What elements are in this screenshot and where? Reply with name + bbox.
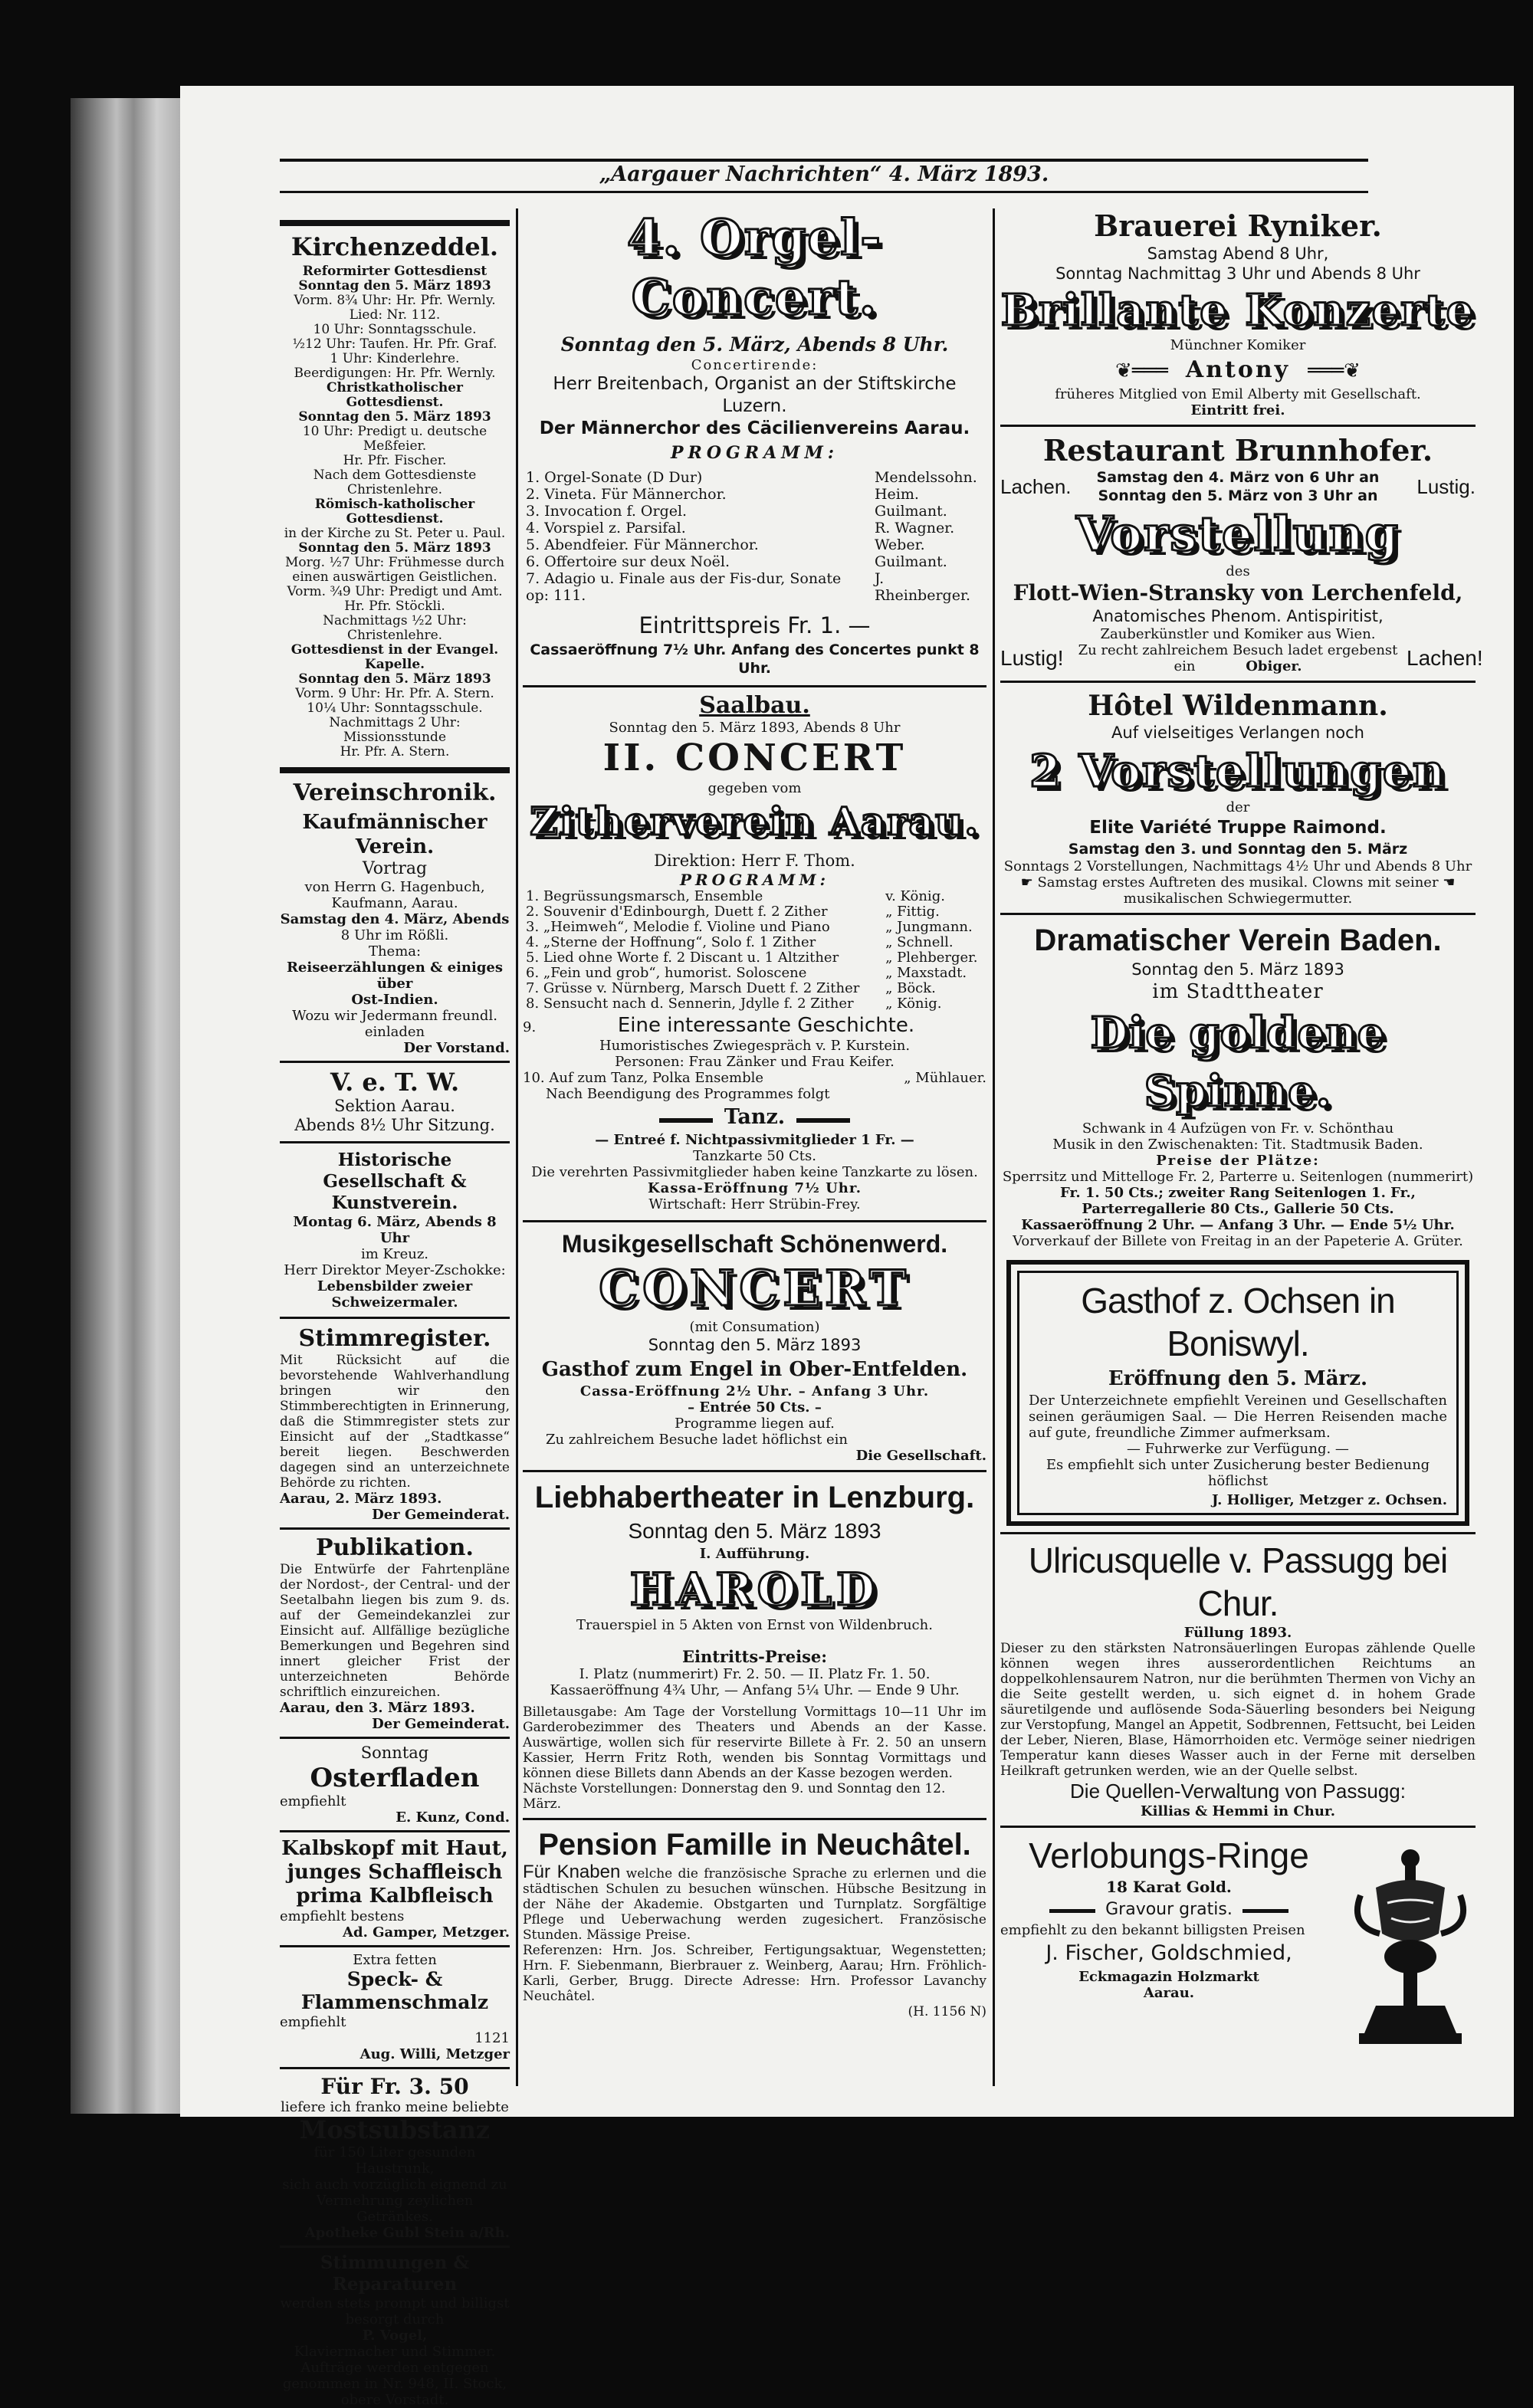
oc-line: Concertirende:	[691, 357, 819, 373]
kk-line: empfiehlt bestens	[280, 1908, 405, 1924]
br-antony: Antony	[1185, 356, 1291, 383]
kz-line: Gottesdienst in der Evangel. Kapelle.	[291, 642, 499, 672]
uq-text: Dieser zu den stärksten Natronsäuerlingen Europas zählende Quelle können wegen ihres ausserordentlichen Reichtums an doppelkohlensaurem Natron, nur die berühmten Thermen von Vichy an die Seite gestellt werden, u. sich eignet d. in hohem Grade säuretilgende und auflösende Soda-Säuerling besonders bei Neigung zur Verstopfung, Mangel an Appetit, Sodbrennen, Fettsucht, bei Leiden der Leber, Nieren, Blase, Hämorrhoiden etc. Vermöge seiner niedrigen Temperatur kann dieses Wasser auch in der Ferne mit derselben Heilkraft getrunken werden, wie an der Quelle selbst.	[1000, 1641, 1476, 1779]
hw-vorstellungen: 2 Vorstellungen	[1029, 745, 1446, 797]
program-item-9-sub: Humoristisches Zwiegespräch v. P. Kurstein.	[599, 1038, 911, 1054]
st-line: Aufträge werden entgegen genommen in Nr. 948, II. Stock, obere Vorstadt.	[282, 2360, 507, 2408]
publikation-date: Aarau, den 3. März 1893.	[280, 1700, 475, 1716]
lt-date: Sonntag den 5. März 1893	[628, 1519, 881, 1543]
lt-auffuehrung: I. Aufführung.	[699, 1546, 810, 1562]
oc-line: Der Männerchor des Cäcilienvereins Aarau.	[539, 418, 970, 438]
rb-lustig: Lustig.	[1416, 474, 1476, 498]
vr-empfiehlt: empfiehlt zu den bekannt billigsten Preisen	[1000, 1922, 1305, 1938]
vr-title: Verlobungs-Ringe	[1029, 1836, 1309, 1875]
kz-line: Christkatholischer Gottesdienst.	[326, 380, 464, 410]
fr-line: für 150 Liter gesunden Haustrunk,	[313, 2144, 476, 2177]
musikgesellschaft-concert: CONCERT	[599, 1260, 911, 1317]
hw-schwieger: musikalischen Schwiegermutter.	[1123, 891, 1353, 907]
kz-line: Nachmittags 2 Uhr: Missionsstunde	[329, 715, 461, 745]
saalbau-wirtschaft: Wirtschaft: Herr Strübin-Frey.	[648, 1196, 861, 1212]
vetw-title: V. e. T. W.	[330, 1068, 460, 1097]
program-piece: 7. Grüsse v. Nürnberg, Marsch Duett f. 2 Zither	[526, 980, 860, 996]
br-komiker: Münchner Komiker	[1170, 337, 1306, 353]
uq-names: Killias & Hemmi in Chur.	[1140, 1803, 1336, 1819]
column-right	[1000, 208, 1483, 2064]
rb-zauber: Zauberkünstler und Komiker aus Wien.	[1100, 626, 1376, 642]
dv-rang: Fr. 1. 50 Cts.; zweiter Rang Seitenlogen 1. Fr.,	[1060, 1185, 1416, 1201]
header-title: „Aargauer Nachrichten“ 4. März 1893.	[599, 162, 1049, 186]
program-piece: 3. Invocation f. Orgel.	[526, 503, 688, 520]
of-line: Osterfladen	[310, 1763, 480, 1793]
sp-line: empfiehlt	[280, 2014, 346, 2030]
dv-kassa: Kassaeröffnung 2 Uhr. — Anfang 3 Uhr. — Ende 5½ Uhr.	[1021, 1217, 1455, 1233]
uq-sub: Füllung 1893.	[1183, 1625, 1292, 1641]
ms-consumation: (mit Consumation)	[689, 1319, 820, 1335]
program-row	[523, 966, 986, 981]
st-line: Klaviermacher und Stimmer.	[294, 2344, 496, 2360]
pension-code: (H. 1156 N)	[908, 2004, 986, 2019]
ochsen-text: Der Unterzeichnete empfiehlt Vereinen und Gesellschaften seinen geräumigen Saal. — Die Herren Reisenden mache auf gute, freundliche Zimmer aufmerksam.	[1029, 1393, 1447, 1441]
pension-lead: Für Knaben	[523, 1862, 621, 1882]
program-row	[523, 904, 986, 920]
program-piece: 6. Offertoire sur deux Noël.	[526, 553, 730, 570]
pointing-hand-left-icon: ☚	[1438, 874, 1456, 891]
orgel-concert-performers	[523, 357, 986, 466]
ornament-left-icon: ❦═══	[1115, 359, 1168, 382]
hist-ges-title: Historische Gesellschaft & Kunstverein.	[323, 1150, 467, 1213]
hw-der: der	[1226, 799, 1250, 815]
osterfladen-ad	[280, 1744, 510, 1826]
program-composer: Heim.	[874, 486, 919, 503]
sp-line: 1121	[474, 2030, 510, 2046]
dv-date: Sonntag den 5. März 1893	[1131, 960, 1344, 979]
kz-line: Lied: Nr. 112.	[349, 307, 441, 323]
program-piece: 2. Souvenir d'Edinbourgh, Duett f. 2 Zither	[526, 904, 828, 920]
kz-line: in der Kirche zu St. Peter u. Paul.	[284, 526, 506, 541]
program-composer: v. König.	[885, 888, 945, 904]
kz-line: Sonntag den 5. März 1893	[298, 671, 491, 687]
ms-entree: – Entrée 50 Cts. –	[688, 1399, 822, 1416]
ochsen-sub: Eröffnung den 5. März.	[1108, 1367, 1368, 1390]
hg-line: Lebensbilder zweier Schweizermaler.	[317, 1278, 473, 1311]
ms-sign: Die Gesellschaft.	[855, 1448, 986, 1464]
stimmungen-ad	[280, 2252, 510, 2408]
column-left	[280, 220, 510, 2408]
program-piece: 6. „Fein und grob“, humorist. Soloscene	[526, 965, 807, 981]
vetw-line: Sektion Aarau.	[334, 1097, 455, 1115]
st-line: werden stets prompt und billigst besorgt durch	[280, 2295, 510, 2328]
ornament-right-icon: ═══❦	[1308, 359, 1361, 382]
hist-ges-text	[280, 1214, 510, 1311]
program-composer: „ Schnell.	[885, 934, 954, 950]
of-line: E. Kunz, Cond.	[396, 1809, 510, 1826]
kz-line: 1 Uhr: Kinderlehre.	[330, 351, 460, 366]
kirchenzeddel-title: Kirchenzeddel.	[291, 232, 499, 261]
kz-line: einen auswärtigen Geistlichen.	[292, 569, 497, 585]
orgel-price: Eintrittspreis Fr. 1. —	[638, 612, 871, 638]
program-piece: 5. Lied ohne Worte f. 2 Discant u. 1 Altzither	[526, 950, 839, 966]
pointing-hand-icon: ☛	[1020, 874, 1038, 891]
kv-line: von Herrn G. Hagenbuch, Kaufmann, Aarau.	[304, 879, 485, 911]
rb-lachen-2: Lachen!	[1407, 646, 1483, 670]
lt-billet-text: Billetausgabe: Am Tage der Vorstellung Vormittags 10—11 Uhr im Garderobezimmer des Theaters und Abends an der Kasse. Auswärtige, wollen sich für reservirte Billete à Fr. 2. 50 an unsern Kassier, Herrn Fritz Roth, wenden bis Sonntag Vormittags und können diese Billets dann Abends an der Kasse bezogen werden.	[523, 1704, 986, 1781]
program-piece: 1. Orgel-Sonate (D Dur)	[526, 469, 703, 486]
brunnhofer-title: Restaurant Brunnhofer.	[1042, 433, 1433, 467]
program-composer: Guilmant.	[874, 553, 947, 570]
program-piece: 3. „Heimweh“, Melodie f. Violine und Piano	[526, 919, 830, 935]
brauerei-title: Brauerei Ryniker.	[1094, 208, 1382, 243]
oc-line: Herr Breitenbach, Organist an der Stiftskirche Luzern.	[553, 374, 957, 416]
kz-line: Nach dem Gottesdienste Christenlehre.	[313, 467, 477, 497]
stimmregister-sign: Der Gemeinderat.	[372, 1507, 510, 1523]
sp-line: Extra fetten	[353, 1952, 437, 1968]
stimmregister-title: Stimmregister.	[298, 1325, 491, 1352]
kaufm-verein-title: Kaufmännischer Verein.	[302, 811, 487, 858]
program-composer: „ König.	[885, 996, 942, 1012]
dv-schwank: Schwank in 4 Aufzügen von Fr. v. Schönthau	[1082, 1120, 1394, 1137]
br-frei: Eintritt frei.	[1190, 402, 1285, 418]
rb-troupe: Flott-Wien-Stransky von Lerchenfeld,	[1013, 580, 1463, 605]
kv-line: Thema:	[368, 943, 422, 960]
program-composer: Mendelssohn.	[874, 469, 977, 486]
dv-gallerie: Parterregallerie 80 Cts., Gallerie 50 Cts.	[1082, 1201, 1394, 1217]
kk-line: prima Kalbfleisch	[296, 1885, 494, 1908]
program-row	[523, 981, 986, 996]
program-row	[523, 520, 986, 536]
vr-eckmagazin: Eckmagazin Holzmarkt	[1078, 1969, 1259, 1985]
program-piece: 4. „Sterne der Hoffnung“, Solo f. 1 Zither	[526, 934, 816, 950]
dv-musik: Musik in den Zwischenakten: Tit. Stadtmusik Baden.	[1052, 1137, 1423, 1153]
program-composer: Guilmant.	[874, 503, 947, 520]
program-row	[523, 950, 986, 966]
kv-line: Ost-Indien.	[351, 992, 438, 1008]
wildenmann-title: Hôtel Wildenmann.	[1088, 690, 1388, 722]
lt-preise-head: Eintritts-Preise:	[681, 1647, 828, 1666]
kz-line: Vorm. 9 Uhr: Hr. Pfr. A. Stern.	[295, 686, 494, 701]
saalbau-passiv: Die verehrten Passivmitglieder haben keine Tanzkarte zu lösen.	[531, 1164, 978, 1180]
program-composer: „ Jungmann.	[885, 919, 973, 935]
program-composer: „ Fittig.	[885, 904, 940, 920]
kz-line: Hr. Pfr. A. Stern.	[340, 744, 450, 759]
kz-line: Vorm. 8¾ Uhr: Hr. Pfr. Wernly.	[294, 293, 496, 308]
publikation-text: Die Entwürfe der Fahrtenpläne der Nordost-, der Central- und der Seetalbahn liegen bis zum 9. ds. auf der Gemeindekanzlei zur Einsicht auf. Allfällige bezügliche Bemerkungen und Begehren sind innert gleicher Frist der unterzeichneten Behörde schriftlich einzureichen.	[280, 1562, 510, 1700]
dv-in: im Stadttheater	[1152, 980, 1324, 1003]
vr-fischer: J. Fischer, Goldschmied,	[1046, 1941, 1292, 1965]
ms-venue: Gasthof zum Engel in Ober-Entfelden.	[541, 1358, 968, 1381]
program-composer: J. Rheinberger.	[874, 570, 970, 604]
pension-body: welche die französische Sprache zu erlernen und die städtischen Schulen zu besuchen wünschen. Hübsche Besitzung in der Nähe der Akademie. Obstgarten und Turnplatz. Sorgfältige Pflege und Ueberwachung werden zugesichert. Französische Stunden. Mässige Preise.	[523, 1866, 986, 1943]
speck-ad	[280, 1952, 510, 2062]
br-line-2: Sonntag Nachmittag 3 Uhr und Abends 8 Uhr	[1055, 264, 1420, 283]
uq-verwaltung: Die Quellen-Verwaltung von Passugg:	[1070, 1780, 1406, 1803]
ochsen-sign: J. Holliger, Metzger z. Ochsen.	[1211, 1492, 1447, 1508]
kk-line: Kalbskopf mit Haut,	[281, 1837, 508, 1860]
orgel-concert-date: Sonntag den 5. März, Abends 8 Uhr.	[560, 333, 949, 356]
program-row	[523, 536, 986, 553]
program-row	[523, 486, 986, 503]
stimmregister-text: Mit Rücksicht auf die bevorstehende Wahlverhandlung bringen wir den Stimmberechtigten in Erinnerung, daß die Stimmregister stets zur Einsicht auf der „Stadtkasse“ bereit liegen. Beschwerden dagegen sind an unterzeichnete Behörde zu richten.	[280, 1353, 510, 1491]
vetw-line: Abends 8½ Uhr Sitzung.	[294, 1116, 495, 1134]
newspaper-page	[180, 86, 1514, 2408]
program-item-10: 10. Auf zum Tanz, Polka Ensemble	[523, 1070, 764, 1086]
program-piece: 5. Abendfeier. Für Männerchor.	[526, 536, 759, 553]
kirchenzeddel-list	[280, 264, 510, 759]
rb-phenom: Anatomisches Phenom. Antispiritist,	[1092, 607, 1384, 625]
kz-line: Sonntag den 5. März 1893	[298, 409, 491, 425]
ms-times: Cassa-Eröffnung 2½ Uhr. – Anfang 3 Uhr.	[579, 1383, 930, 1399]
program-item-9: Eine interessante Geschichte.	[617, 1014, 915, 1037]
program-row	[523, 920, 986, 935]
book-spine	[71, 98, 185, 2114]
fr-line: Für Fr. 3. 50	[320, 2074, 469, 2099]
brillante-konzerte: Brillante Konzerte	[1000, 285, 1476, 336]
kz-line: Nachmittags ½2 Uhr: Christenlehre.	[323, 613, 467, 643]
hw-line: Auf vielseitiges Verlangen noch	[1111, 723, 1364, 742]
rb-date-1: Samstag den 4. März von 6 Uhr an	[1096, 469, 1380, 486]
sp-line: Aug. Willi, Metzger	[359, 2046, 510, 2062]
program-item-10-composer: „ Mühlauer.	[904, 1070, 986, 1086]
kalbskopf-ad	[280, 1837, 510, 1941]
program-row	[523, 935, 986, 950]
kv-line: 8 Uhr im Rößli.	[340, 927, 449, 943]
program-composer: „ Böck.	[885, 980, 936, 996]
program-composer: „ Maxstadt.	[885, 965, 967, 981]
st-line: Stimmungen & Reparaturen	[320, 2252, 470, 2295]
ulricusquelle-title: Ulricusquelle v. Passugg bei Chur.	[1028, 1540, 1448, 1623]
kz-line: Vorm. ¾9 Uhr: Predigt und Amt.	[287, 584, 503, 599]
orgel-times: Cassaeröffnung 7½ Uhr. Anfang des Concertes punkt 8 Uhr.	[530, 641, 980, 677]
hw-sonntags: Sonntags 2 Vorstellungen, Nachmittags 4½ Uhr und Abends 8 Uhr	[1003, 858, 1472, 874]
liebhabertheater-title: Liebhabertheater in Lenzburg.	[534, 1481, 975, 1514]
goldene-spinne-title: Die goldene Spinne.	[1090, 1008, 1386, 1117]
mostsubstanz-ad	[280, 2074, 510, 2241]
program-row	[523, 570, 986, 604]
saalbau-direction: Direktion: Herr F. Thom.	[654, 851, 855, 870]
kv-line: Vortrag	[362, 859, 428, 878]
kz-line: 10¼ Uhr: Sonntagsschule.	[307, 700, 483, 716]
program-number-9: 9.	[523, 1019, 537, 1035]
saalbau-concert: II. CONCERT	[602, 737, 907, 779]
tanz-heading: Tanz.	[724, 1105, 786, 1129]
fr-line: sich auch vorzüglich eignend zu Vermehrung zeylichen Getränkes.	[282, 2177, 507, 2225]
program-composer: „ Plehberger.	[885, 950, 978, 966]
ms-date: Sonntag den 5. März 1893	[648, 1336, 862, 1354]
musikgesellschaft-title: Musikgesellschaft Schönenwerd.	[561, 1230, 948, 1258]
program-row	[523, 469, 986, 486]
saalbau-entree: — Entreé f. Nichtpassivmitglieder 1 Fr. —	[595, 1132, 914, 1148]
rb-vorstellung: Vorstellung	[1075, 506, 1400, 562]
kz-line: 10 Uhr: Predigt u. deutsche Meßfeier.	[302, 424, 487, 454]
ochsen-box	[1006, 1260, 1469, 1526]
vr-karat: 18 Karat Gold.	[1106, 1878, 1232, 1896]
br-after: früheres Mitglied von Emil Alberty mit Gesellschaft.	[1055, 386, 1421, 402]
verlobungsringe-ad	[1000, 1834, 1476, 2064]
pension-title: Pension Famille in Neuchâtel.	[538, 1828, 971, 1862]
vereinschronik-title: Vereinschronik.	[293, 779, 497, 806]
rb-lachen: Lachen.	[1000, 474, 1072, 498]
zither-program	[523, 889, 986, 1012]
program-piece: 4. Vorspiel z. Parsifal.	[526, 520, 686, 536]
column-rule-2	[993, 208, 995, 2086]
program-row	[523, 996, 986, 1012]
oc-line: PROGRAMM:	[671, 443, 839, 463]
dramatischer-verein-title: Dramatischer Verein Baden.	[1034, 924, 1442, 957]
kz-line: Hr. Pfr. Fischer.	[343, 453, 447, 468]
lt-next: Nächste Vorstellungen: Donnerstag den 9. und Sonntag den 12. März.	[523, 1781, 946, 1812]
kz-line: Morg. ½7 Uhr: Frühmesse durch	[284, 555, 505, 570]
ochsen-title: Gasthof z. Ochsen in Boniswyl.	[1081, 1281, 1395, 1363]
lt-preise-line: I. Platz (nummerirt) Fr. 2. 50. — II. Platz Fr. 1. 50.	[579, 1666, 931, 1682]
program-row	[523, 889, 986, 904]
lt-times-line: Kassaeröffnung 4¾ Uhr, — Anfang 5¼ Uhr. — Ende 9 Uhr.	[550, 1682, 960, 1698]
column-middle	[523, 208, 986, 2019]
kz-line: Sonntag den 5. März 1893	[298, 540, 491, 556]
publikation-sign: Der Gemeinderat.	[372, 1716, 510, 1732]
vetw-text	[280, 1097, 510, 1135]
hw-samstag-text: Samstag erstes Auftreten des musikal. Clowns mit seiner	[1037, 874, 1439, 891]
ms-programme: Programme liegen auf.	[675, 1416, 835, 1432]
zitherverein-title: Zitherverein Aarau.	[530, 799, 980, 844]
header-rule-bottom	[280, 191, 1368, 193]
program-piece: 2. Vineta. Für Männerchor.	[526, 486, 727, 503]
dv-vorverkauf: Vorverkauf der Billete von Freitag in an der Papeterie A. Grüter.	[1013, 1233, 1463, 1249]
orgel-concert-title: 4. Orgel-Concert.	[627, 209, 882, 326]
rb-des: des	[1226, 563, 1250, 579]
kz-line: Reformirter Gottesdienst	[302, 264, 487, 279]
ochsen-empfiehlt: Es empfiehlt sich unter Zusicherung bester Bedienung höflichst	[1046, 1457, 1430, 1489]
saalbau-tanzkarte: Tanzkarte 50 Cts.	[693, 1148, 816, 1164]
fr-line: liefere ich franko meine beliebte	[281, 2099, 509, 2115]
kz-line: ½12 Uhr: Taufen. Hr. Pfr. Graf.	[292, 336, 497, 352]
saalbau-after: Nach Beendigung des Programmes folgt	[546, 1086, 830, 1102]
program-piece: 1. Begrüssungsmarsch, Ensemble	[526, 888, 763, 904]
column-rule-1	[516, 208, 518, 2086]
fr-line: Apotheke Gubl Stein a/Rh.	[304, 2225, 510, 2241]
orgel-program	[523, 469, 986, 604]
publikation-title: Publikation.	[316, 1534, 474, 1561]
kz-line: Hr. Pfr. Stöckli.	[344, 599, 445, 614]
saalbau-kassa: Kassa-Eröffnung 7½ Uhr.	[648, 1180, 862, 1196]
vr-aarau: Aarau.	[1143, 1985, 1195, 2001]
program-piece: 8. Sensucht nach d. Sennerin, Jdylle f. 2 Zither	[526, 996, 854, 1012]
br-line-1: Samstag Abend 8 Uhr,	[1147, 244, 1329, 263]
hg-line: Herr Direktor Meyer-Zschokke:	[284, 1262, 506, 1278]
lt-subtitle: Trauerspiel in 5 Akten von Ernst von Wildenbruch.	[576, 1617, 933, 1633]
saalbau-date: Sonntag den 5. März 1893, Abends 8 Uhr	[609, 720, 901, 736]
sp-line: Speck- & Flammenschmalz	[300, 1968, 489, 2013]
hg-line: Montag 6. März, Abends 8 Uhr	[293, 1214, 497, 1246]
trophy-cup-icon	[1345, 1842, 1476, 2056]
st-line: P. Vogel,	[362, 2328, 428, 2344]
header-rule-top	[280, 159, 1368, 162]
stimmregister-date: Aarau, 2. März 1893.	[280, 1491, 442, 1507]
saalbau-programm-head: PROGRAMM:	[680, 871, 829, 889]
program-item-9-persons: Personen: Frau Zänker und Frau Keifer.	[615, 1054, 895, 1070]
kz-line: Beerdigungen: Hr. Pfr. Wernly.	[294, 366, 496, 381]
kaufm-verein-text	[280, 859, 510, 1056]
program-row	[523, 553, 986, 570]
program-row	[523, 503, 986, 520]
kv-line: Der Vorstand.	[403, 1040, 510, 1056]
rb-obiger: Obiger.	[1246, 658, 1302, 674]
hg-line: im Kreuz.	[360, 1246, 429, 1262]
vr-gravour: Gravour gratis.	[1105, 1900, 1233, 1919]
pension-references: Referenzen: Hrn. Jos. Schreiber, Fertigungsaktuar, Wegenstetten; Hrn. F. Siebenmann, Bierbrauer z. Weinberg, Aarau; Hrn. Fröhlich-Karli, Gerber, Brugg. Directe Adresse: Hrn. Professor Lavanchy Neuchâtel.	[523, 1943, 986, 2004]
fr-line: Mostsubstanz	[299, 2115, 491, 2144]
dv-sperrsitz: Sperrsitz und Mittelloge Fr. 2, Parterre u. Seitenlogen (nummerirt)	[1002, 1169, 1474, 1185]
hw-troupe: Elite Variété Truppe Raimond.	[1089, 818, 1387, 838]
kk-line: Ad. Gamper, Metzger.	[343, 1924, 510, 1941]
hw-date: Samstag den 3. und Sonntag den 5. März	[1068, 841, 1408, 858]
kz-line: 10 Uhr: Sonntagsschule.	[313, 322, 477, 337]
rb-date-2: Sonntag den 5. März von 3 Uhr an	[1098, 487, 1378, 504]
saalbau-given: gegeben vom	[707, 780, 802, 796]
kv-line: Reiseerzählungen & einiges über	[286, 960, 504, 992]
kv-line: Samstag den 4. März, Abends	[280, 911, 510, 927]
dv-preise: Preise der Plätze:	[1156, 1153, 1320, 1169]
kk-line: junges Schaffleisch	[287, 1861, 503, 1884]
saalbau-title: Saalbau.	[699, 692, 810, 719]
of-line: empfiehlt	[280, 1793, 346, 1809]
program-piece: 7. Adagio u. Finale aus der Fis-dur, Sonate op: 111.	[526, 570, 842, 604]
rb-invite: Zu recht zahlreichem Besuch ladet ergebenst ein	[1078, 642, 1398, 674]
kz-line: Sonntag den 5. März 1893	[298, 278, 491, 294]
of-line: Sonntag	[360, 1744, 429, 1762]
kv-line: Wozu wir Jedermann freundl. einladen	[292, 1008, 497, 1040]
program-composer: R. Wagner.	[874, 520, 955, 536]
rb-lustig-2: Lustig!	[1000, 646, 1064, 670]
pension-text	[523, 1862, 986, 1943]
harold-title: HAROLD	[629, 1563, 880, 1616]
program-composer: Weber.	[874, 536, 925, 553]
hw-samstag	[1000, 874, 1476, 891]
kz-line: Römisch-katholischer Gottesdienst.	[314, 497, 475, 527]
ms-invite: Zu zahlreichem Besuche ladet höflichst ein	[546, 1432, 848, 1448]
ochsen-fuhrwerke: — Fuhrwerke zur Verfügung. —	[1127, 1441, 1349, 1457]
